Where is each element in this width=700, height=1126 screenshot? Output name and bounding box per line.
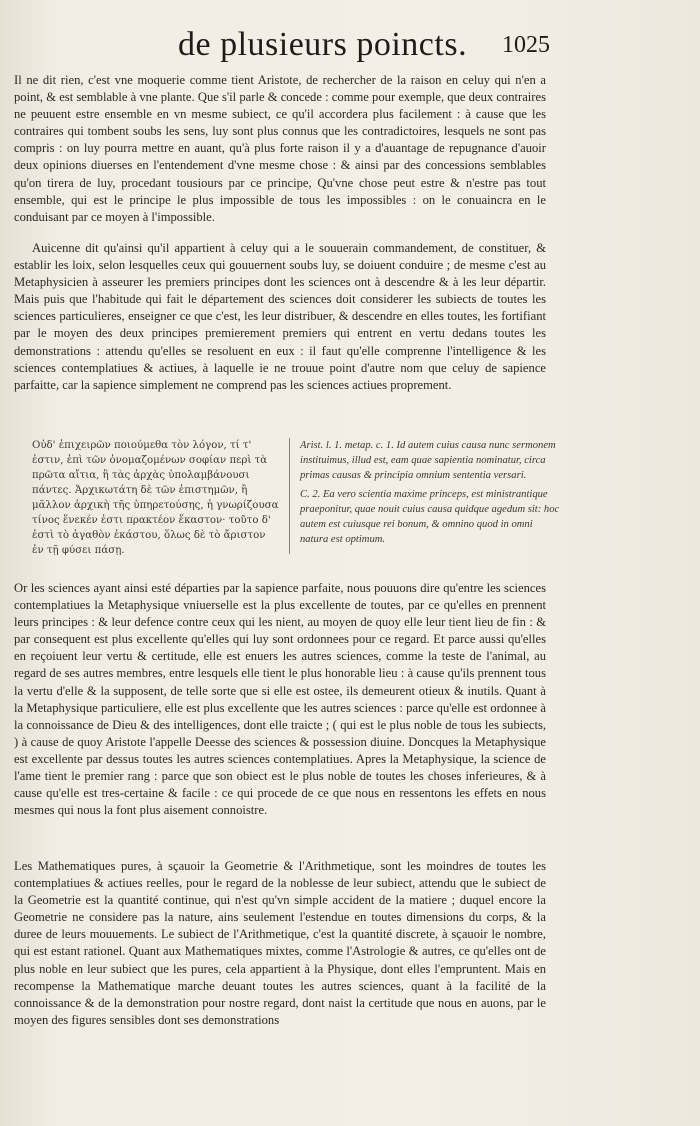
citation-block bbox=[14, 438, 560, 558]
paragraph-avicenna bbox=[14, 240, 546, 394]
column-divider bbox=[289, 438, 290, 554]
latin-citation bbox=[300, 438, 562, 551]
paragraph-text: Il ne dit rien, c'est vne moquerie comme tient Aristote, de rechercher de la raison en celuy qui n'en a point, & est semblable à vne plante. Que s'il parle & concede : comme pour exemple, que deux contraires ne peuuent estre ensemble en vn mesme subiect, ce qu'il accordera plus facilement : à cause que les contraires qui tombent soubs les sens, luy sont plus connus que les contradictoires, lesquels ne sont pas compris : on luy pourra mettre en auant, qu'à plus forte raison il y a d'auantage de repugnance d'auoir deux opinions diuerses en l'entendement d'vne mesme chose : & ainsi par des concessions semblables qu'on tirera de luy, procedant tousiours par ce principe, Qu'vne chose peut estre & n'estre pas tout ensemble, qui est le principe le plus impossible de tous les impossibles : on le conuaincra en le conduisant par ce moyen à l'impossible. bbox=[14, 73, 546, 224]
paragraph-text: Les Mathematiques pures, à sçauoir la Geometrie & l'Arithmetique, sont les moindres de toutes les contemplatiues & actiues reelles, pour le regard de la noblesse de leur subiect, attendu que le subiect de la Geometrie est la quantité continue, qui n'est qu'vn simple accident de la matiere ; duquel encore la Geometrie ne considere pas la nature, ains seulement l'estendue en toutes dimensions du corps, & la duree de leurs mouuements. Le subiect de l'Arithmetique, c'est la quantité discrete, à sçauoir le nombre, qui est estant rationel. Quant aux Mathematiques mixtes, comme l'Astrologie & autres, ce qu'elles ont de plus noble en leur subiect que les pures, cela appartient à la Physique, dont elles l'empruntent. Mais en recompense la Mathematique marche deuant toutes les autres sciences, quant à la facilité de la connoissance & de la demonstration pour nostre regard, dont naist la certitude que nous en auons, par le moyen des figures sensibles dont ses demonstrations bbox=[14, 859, 546, 1027]
running-title: de plusieurs poincts. bbox=[178, 26, 468, 63]
latin-citation-1: Arist. l. 1. metap. c. 1. Id autem cuius causa nunc sermonem instituimus, illud est, eam quae sapientia nominatur, circa primas causas & principia omnium sententia versari. bbox=[300, 440, 556, 481]
running-head bbox=[0, 26, 700, 66]
paragraph-text: Auicenne dit qu'ainsi qu'il appartient à celuy qui a le souuerain commandement, de constituer, & establir les loix, selon lesquelles ceux qui gouuernent soubs luy, se doiuent conduire ; de mesme c'est au Metaphysicien à asseurer les premiers principes dont les sciences ont à descendre & à les leur départir. Mais puis que l'habitude qui fait le département des sciences doit considerer les subiects de toutes les sciences particulieres, enseigner ce que c'est, les leur distribuer, & descendre en elles toutes, les fortifiant par le moyen des deux principes premierement premiers qui entrent en vertu dedans toutes les demonstrations : attendu qu'elles se resoluent en eux : il faut qu'elle comprenne l'intelligence & les sciences contemplatiues & actiues, à laquelle ie ne trouue point d'autre nom que celuy de sapience parfaitte, car la sapience simplement ne comprend pas les sciences actiues proprement. bbox=[14, 241, 546, 392]
paragraph-text: Or les sciences ayant ainsi esté départies par la sapience parfaite, nous pouuons dire qu'entre les sciences contemplatiues la Metaphysique vniuerselle est la plus excellente de toutes, par ce qu'elles en prennent leurs principes : & leur defence contre ceux qui les nient, au moyen de quoy elle leur tient lieu de fin : & par consequent est plus excellente qu'elles qui luy sont ordonnees pour ce regard. Et parce aussi qu'elles en reçoiuent leur vertu & certitude, elle est enuers les autres sciences, comme la teste de l'animal, au regard de ses autres membres, entre lesquels elle tient le plus honorable lieu : à cause qu'ils prennent tous la vertu d'elle & la supposent, de telle sorte que si elle est ostee, ils demeurent otieux & inutils. Quant à la Metaphysique particuliere, elle est plus excellente que les autres sciences : parce qu'elle est ordonnee à la connoissance de Dieu & des intelligences, dont elle traicte ; ( qui est le plus noble de tous les subiects, ) à cause de quoy Aristote l'appelle Deesse des sciences & possession diuine. Doncques la Metaphysique est excellente par dessus toutes les autres sciences contemplatiues. Apres la Metaphysique, la science de l'ame tient le premier rang : parce que son obiect est le plus noble de toutes les choses inferieures, & à cause qu'elle est tres-certaine & facile : ce qui procede de ce que nous en ressentons les effets en nous mesmes qui nous la font plus aisement connoistre. bbox=[14, 581, 546, 818]
paragraph-mathematics bbox=[14, 858, 546, 1029]
greek-citation: Οὐδ' ἐπιχειρῶν ποιούμεθα τὸν λόγον, τί τ' ἐστιν, ἐπὶ τῶν ὀνομαζομένων σοφίαν περὶ τὰ πρῶτα αἴτια, ἢ τὰς ἀρχὰς ὑπολαμβάνουσι πάντες. Ἀρχικωτάτη δὲ τῶν ἐπιστημῶν, ἢ μᾶλλον ἀρχικὴ τῆς ὑπηρετούσης, ἡ γνωρίζουσα τίνος ἕνεκέν ἐστι πρακτέον ἕκαστον· τοῦτο δ' ἐστὶ τὸ ἀγαθὸν ἑκάστου, ὅλως δὲ τὸ ἄριστον ἐν τῇ φύσει πάσῃ. bbox=[32, 440, 279, 556]
paragraph-metaphysics bbox=[14, 580, 546, 819]
page-number: 1025 bbox=[502, 32, 550, 58]
paragraph-impossibility bbox=[14, 72, 546, 226]
latin-citation-2: C. 2. Ea vero scientia maxime princeps, est ministrantique praeponitur, quae nouit cuius causa quidque agedum sit: hoc autem est cuiusque rei bonum, & omnino quod in omni natura est optimum. bbox=[300, 489, 560, 545]
